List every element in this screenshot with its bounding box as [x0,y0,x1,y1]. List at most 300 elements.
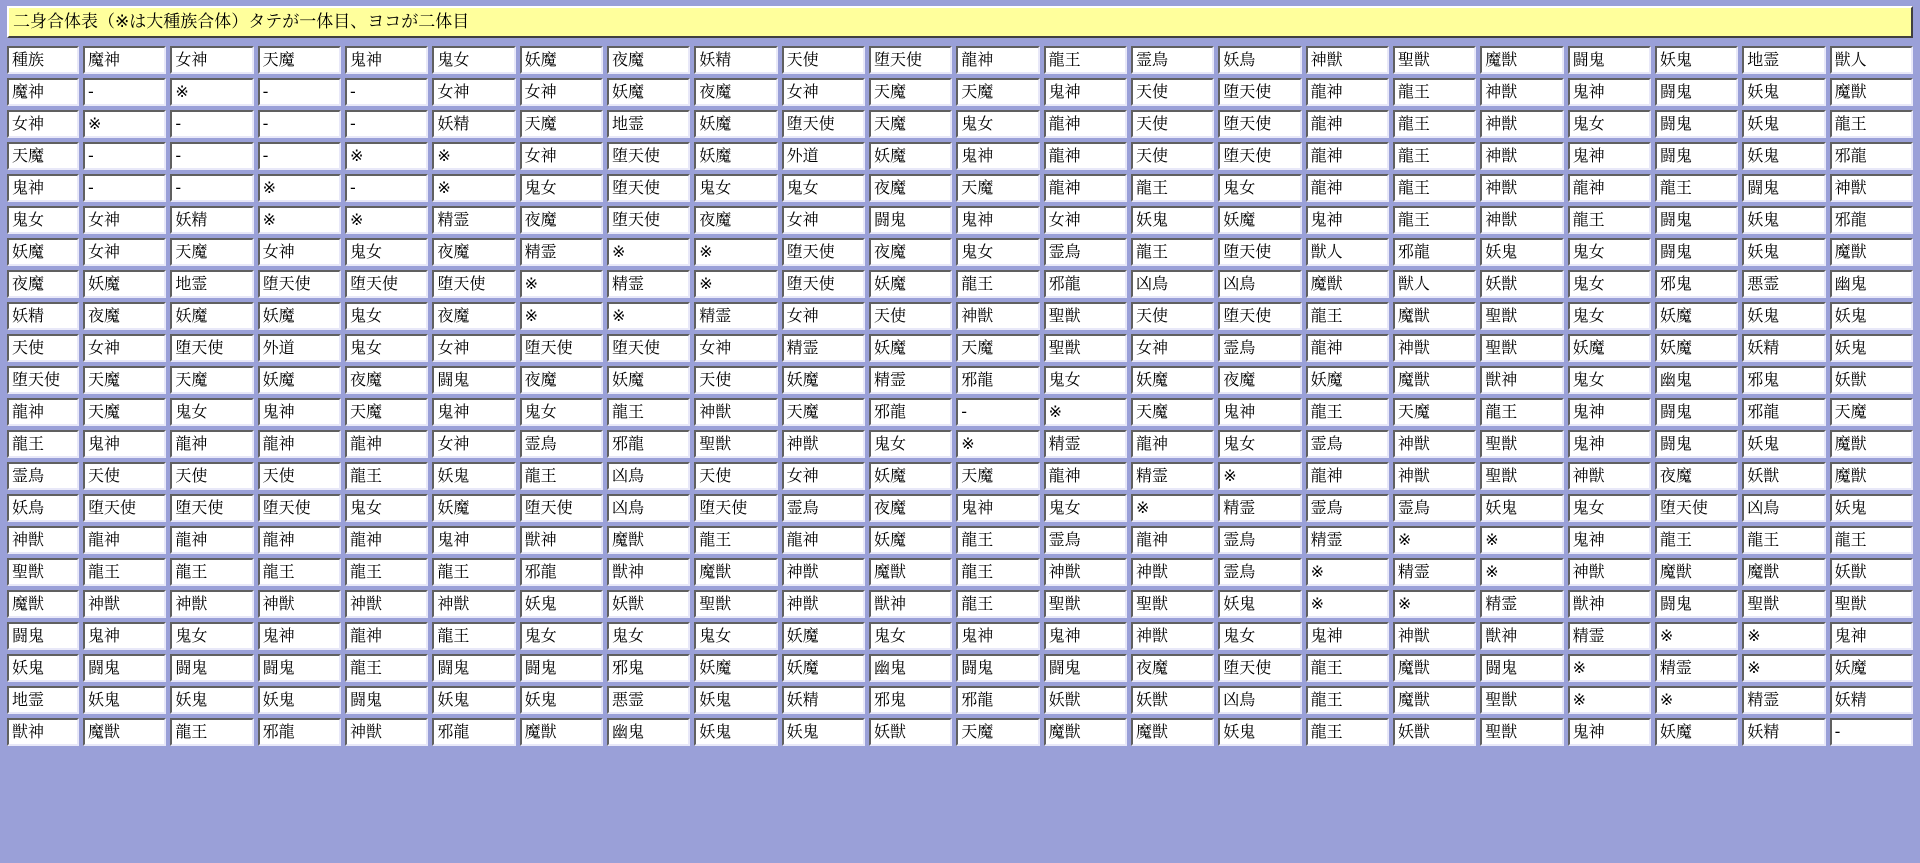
result-cell: 堕天使 [607,174,690,202]
result-cell: 妖獣 [1830,366,1913,394]
result-cell: 夜魔 [432,302,515,330]
result-cell: 精霊 [1306,526,1389,554]
result-cell: 邪龍 [520,558,603,586]
table-row [7,686,1913,714]
result-cell: - [258,78,341,106]
result-cell: 精霊 [520,238,603,266]
result-cell: 魔獣 [1830,430,1913,458]
header-row [7,46,1913,74]
column-header-cell: 堕天使 [869,46,952,74]
result-cell: 地霊 [607,110,690,138]
result-cell: 魔獣 [1393,686,1476,714]
result-cell: 堕天使 [1218,238,1301,266]
result-cell: 堕天使 [782,270,865,298]
result-cell: 龍神 [1306,142,1389,170]
result-cell: 妖獣 [1830,558,1913,586]
result-cell: 天魔 [170,366,253,394]
table-row [7,526,1913,554]
result-cell: 精霊 [1044,430,1127,458]
result-cell: 龍王 [607,398,690,426]
result-cell: 堕天使 [1218,654,1301,682]
result-cell: ※ [83,110,166,138]
result-cell: 聖獣 [1480,718,1563,746]
result-cell: 妖魔 [1830,654,1913,682]
table-row [7,398,1913,426]
column-header-cell: 鬼神 [345,46,428,74]
result-cell: ※ [607,302,690,330]
result-cell: ※ [520,270,603,298]
result-cell: 女神 [432,78,515,106]
result-cell: - [170,110,253,138]
result-cell: 鬼女 [607,622,690,650]
result-cell: 神獣 [1131,558,1214,586]
result-cell: 龍王 [1393,78,1476,106]
result-cell: 堕天使 [607,206,690,234]
result-cell: 悪霊 [607,686,690,714]
result-cell: 天使 [83,462,166,490]
result-cell: 堕天使 [258,494,341,522]
result-cell: 鬼女 [1044,494,1127,522]
result-cell: 天使 [1131,302,1214,330]
result-cell: 妖鬼 [1480,494,1563,522]
result-cell: - [83,142,166,170]
result-cell: 地霊 [170,270,253,298]
result-cell: 妖獣 [1480,270,1563,298]
result-cell: 龍王 [432,558,515,586]
result-cell: 邪鬼 [1655,270,1738,298]
result-cell: 鬼神 [1306,622,1389,650]
result-cell: 堕天使 [1218,142,1301,170]
result-cell: 妖鬼 [1742,302,1825,330]
result-cell: 精霊 [1131,462,1214,490]
result-cell: ※ [1655,622,1738,650]
result-cell: 女神 [520,78,603,106]
result-cell: 妖鬼 [694,686,777,714]
result-cell: 精霊 [1218,494,1301,522]
result-cell: 邪鬼 [869,686,952,714]
result-cell: 妖獣 [1742,462,1825,490]
result-cell: 天使 [1131,78,1214,106]
row-header-cell: 霊鳥 [7,462,79,490]
result-cell: 鬼神 [1044,78,1127,106]
result-cell: 魔獣 [1306,270,1389,298]
result-cell: 妖鬼 [1830,302,1913,330]
result-cell: 邪龍 [432,718,515,746]
result-cell: 女神 [782,206,865,234]
result-cell: ※ [1568,654,1651,682]
column-header-cell: 霊鳥 [1131,46,1214,74]
column-header-cell: 魔神 [83,46,166,74]
result-cell: 鬼女 [345,494,428,522]
result-cell: 鬼女 [1568,110,1651,138]
result-cell: 妖精 [170,206,253,234]
result-cell: 妖魔 [869,270,952,298]
result-cell: 妖魔 [782,654,865,682]
result-cell: 妖魔 [782,366,865,394]
table-row [7,590,1913,618]
result-cell: 鬼神 [1044,622,1127,650]
result-cell: 天使 [1131,110,1214,138]
result-cell: 龍王 [694,526,777,554]
result-cell: 魔獣 [1393,366,1476,394]
result-cell: 龍神 [170,430,253,458]
result-cell: 龍神 [1044,174,1127,202]
result-cell: 神獣 [782,590,865,618]
result-cell: 龍王 [520,462,603,490]
result-cell: 魔獣 [1393,302,1476,330]
result-cell: 神獣 [83,590,166,618]
table-title: 二身合体表（※は大種族合体）タテが一体目、ヨコが二体目 [7,6,1913,38]
result-cell: 龍神 [258,526,341,554]
result-cell: ※ [1480,526,1563,554]
result-cell: 霊鳥 [1218,334,1301,362]
row-header-cell: 鬼神 [7,174,79,202]
result-cell: ※ [1393,526,1476,554]
result-cell: 妖獣 [1044,686,1127,714]
result-cell: ※ [1044,398,1127,426]
result-cell: 妖魔 [1655,718,1738,746]
result-cell: 神獣 [1480,174,1563,202]
result-cell: 妖鬼 [432,686,515,714]
result-cell: 龍神 [170,526,253,554]
result-cell: 鬼神 [1568,526,1651,554]
result-cell: 妖獣 [1131,686,1214,714]
result-cell: 天使 [694,366,777,394]
result-cell: 精霊 [782,334,865,362]
result-cell: 鬼女 [869,622,952,650]
result-cell: 神獣 [345,718,428,746]
result-cell: 妖鬼 [1131,206,1214,234]
result-cell: 魔獣 [1830,462,1913,490]
result-cell: 妖鬼 [1218,718,1301,746]
result-cell: ※ [345,142,428,170]
result-cell: 妖鬼 [1742,430,1825,458]
row-header-cell: 獣神 [7,718,79,746]
result-cell: 龍王 [1480,398,1563,426]
result-cell: ※ [1568,686,1651,714]
result-cell: 幽鬼 [1830,270,1913,298]
result-cell: 凶鳥 [607,462,690,490]
result-cell: 鬼女 [694,622,777,650]
column-header-cell: 妖精 [694,46,777,74]
result-cell: 龍王 [1830,110,1913,138]
result-cell: 妖鬼 [258,686,341,714]
result-cell: 女神 [83,206,166,234]
result-cell: 龍神 [1306,78,1389,106]
result-cell: 堕天使 [83,494,166,522]
result-cell: 闘鬼 [83,654,166,682]
result-cell: 神獣 [432,590,515,618]
result-cell: 聖獣 [1131,590,1214,618]
result-cell: 妖精 [782,686,865,714]
result-cell: 天魔 [1393,398,1476,426]
result-cell: 夜魔 [1131,654,1214,682]
table-row [7,622,1913,650]
result-cell: 鬼神 [956,206,1039,234]
result-cell: 龍王 [1393,142,1476,170]
result-cell: 龍王 [1306,718,1389,746]
result-cell: 鬼神 [1306,206,1389,234]
result-cell: 凶鳥 [607,494,690,522]
result-cell: 龍神 [83,526,166,554]
result-cell: 妖鬼 [1830,494,1913,522]
result-cell: 女神 [782,462,865,490]
result-cell: ※ [1655,686,1738,714]
result-cell: 妖魔 [83,270,166,298]
table-row [7,494,1913,522]
result-cell: 鬼女 [1568,238,1651,266]
result-cell: 邪龍 [956,686,1039,714]
result-cell: 妖魔 [694,142,777,170]
result-cell: 女神 [520,142,603,170]
result-cell: 神獣 [1393,622,1476,650]
result-cell: 闘鬼 [1655,78,1738,106]
result-cell: 聖獣 [694,590,777,618]
column-header-cell: 夜魔 [607,46,690,74]
result-cell: 天使 [1131,142,1214,170]
result-cell: 魔獣 [520,718,603,746]
result-cell: 妖精 [1830,686,1913,714]
result-cell: 闘鬼 [432,366,515,394]
result-cell: 鬼女 [1044,366,1127,394]
result-cell: 妖魔 [869,334,952,362]
result-cell: 神獣 [1480,110,1563,138]
result-cell: 獣神 [607,558,690,586]
result-cell: 鬼女 [520,174,603,202]
result-cell: 天魔 [83,366,166,394]
result-cell: 聖獣 [1044,590,1127,618]
result-cell: 龍神 [1131,430,1214,458]
result-cell: 聖獣 [1480,334,1563,362]
result-cell: 妖魔 [170,302,253,330]
result-cell: 獣人 [1306,238,1389,266]
result-cell: 龍神 [1306,174,1389,202]
column-header-cell: 鬼女 [432,46,515,74]
result-cell: 堕天使 [607,334,690,362]
result-cell: 龍神 [1044,142,1127,170]
table-row [7,430,1913,458]
result-cell: 女神 [432,334,515,362]
result-cell: 龍王 [1306,686,1389,714]
result-cell: 龍神 [1568,174,1651,202]
result-cell: 魔獣 [607,526,690,554]
result-cell: 龍王 [956,270,1039,298]
result-cell: 龍王 [1131,238,1214,266]
fusion-table [3,42,1917,750]
table-row [7,174,1913,202]
result-cell: 邪龍 [1742,398,1825,426]
result-cell: 鬼神 [1830,622,1913,650]
result-cell: 鬼女 [1218,430,1301,458]
result-cell: 闘鬼 [1655,110,1738,138]
result-cell: 龍王 [1393,110,1476,138]
result-cell: 天魔 [170,238,253,266]
column-header-cell: 聖獣 [1393,46,1476,74]
result-cell: 邪龍 [1830,142,1913,170]
result-cell: 鬼女 [782,174,865,202]
column-header-cell: 天使 [782,46,865,74]
result-cell: 神獣 [1044,558,1127,586]
result-cell: 妖鬼 [1742,110,1825,138]
row-header-cell: 龍王 [7,430,79,458]
result-cell: 龍神 [345,430,428,458]
result-cell: 魔獣 [1830,238,1913,266]
result-cell: 凶鳥 [1218,270,1301,298]
result-cell: 闘鬼 [1742,174,1825,202]
result-cell: 妖鬼 [520,686,603,714]
result-cell: 妖魔 [607,366,690,394]
row-header-cell: 妖鬼 [7,654,79,682]
result-cell: 堕天使 [170,334,253,362]
result-cell: 夜魔 [869,238,952,266]
result-cell: - [258,110,341,138]
column-header-cell: 妖鬼 [1655,46,1738,74]
result-cell: ※ [1218,462,1301,490]
table-row [7,238,1913,266]
result-cell: - [345,110,428,138]
result-cell: 鬼女 [1568,302,1651,330]
result-cell: - [83,78,166,106]
result-cell: 妖魔 [432,494,515,522]
result-cell: 鬼神 [956,142,1039,170]
result-cell: 天魔 [956,462,1039,490]
result-cell: ※ [1131,494,1214,522]
result-cell: 妖魔 [869,526,952,554]
result-cell: 闘鬼 [956,654,1039,682]
result-cell: 天使 [869,302,952,330]
result-cell: 妖鬼 [694,718,777,746]
result-cell: 闘鬼 [1480,654,1563,682]
result-cell: 天魔 [1131,398,1214,426]
result-cell: 鬼神 [956,622,1039,650]
result-cell: 魔獣 [1044,718,1127,746]
result-cell: 妖魔 [1568,334,1651,362]
result-cell: 天魔 [782,398,865,426]
result-cell: 妖精 [1742,718,1825,746]
result-cell: 妖獣 [1393,718,1476,746]
column-header-cell: 女神 [170,46,253,74]
result-cell: 聖獣 [1480,430,1563,458]
result-cell: 霊鳥 [1306,494,1389,522]
result-cell: 女神 [694,334,777,362]
result-cell: 鬼神 [1218,398,1301,426]
column-header-cell: 闘鬼 [1568,46,1651,74]
result-cell: 闘鬼 [869,206,952,234]
result-cell: 龍神 [1131,526,1214,554]
result-cell: 夜魔 [432,238,515,266]
result-cell: 精霊 [1393,558,1476,586]
row-header-cell: 妖魔 [7,238,79,266]
result-cell: 幽鬼 [1655,366,1738,394]
result-cell: 精霊 [694,302,777,330]
result-cell: 妖鬼 [170,686,253,714]
result-cell: 精霊 [869,366,952,394]
result-cell: 魔獣 [1655,558,1738,586]
result-cell: 龍王 [956,558,1039,586]
result-cell: 龍王 [1306,398,1389,426]
result-cell: 魔獣 [1131,718,1214,746]
result-cell: 龍王 [258,558,341,586]
result-cell: 妖鬼 [1742,206,1825,234]
result-cell: 天魔 [83,398,166,426]
table-row [7,334,1913,362]
result-cell: 夜魔 [345,366,428,394]
result-cell: 女神 [1131,334,1214,362]
result-cell: 神獣 [1393,462,1476,490]
result-cell: 闘鬼 [520,654,603,682]
result-cell: 獣神 [1480,622,1563,650]
result-cell: 龍王 [1393,174,1476,202]
result-cell: 鬼女 [956,238,1039,266]
row-header-cell: 夜魔 [7,270,79,298]
row-header-cell: 魔獣 [7,590,79,618]
result-cell: 獣人 [1393,270,1476,298]
result-cell: - [345,78,428,106]
result-cell: ※ [432,142,515,170]
row-header-cell: 鬼女 [7,206,79,234]
result-cell: 外道 [258,334,341,362]
result-cell: 妖鬼 [1742,142,1825,170]
result-cell: 神獣 [1131,622,1214,650]
result-cell: 闘鬼 [1655,590,1738,618]
result-cell: 神獣 [1480,142,1563,170]
result-cell: 神獣 [1480,206,1563,234]
result-cell: 夜魔 [1218,366,1301,394]
result-cell: 邪龍 [258,718,341,746]
row-header-cell: 魔神 [7,78,79,106]
row-header-cell: 聖獣 [7,558,79,586]
result-cell: 夜魔 [869,174,952,202]
result-cell: - [258,142,341,170]
result-cell: 聖獣 [694,430,777,458]
result-cell: 妖魔 [1655,302,1738,330]
result-cell: 獣神 [520,526,603,554]
result-cell: 神獣 [1480,78,1563,106]
result-cell: 霊鳥 [1218,526,1301,554]
result-cell: 天魔 [869,78,952,106]
result-cell: 聖獣 [1830,590,1913,618]
result-cell: 闘鬼 [1655,238,1738,266]
result-cell: 闘鬼 [1655,430,1738,458]
result-cell: 妖鬼 [432,462,515,490]
result-cell: 妖鬼 [83,686,166,714]
row-header-cell: 天使 [7,334,79,362]
table-row [7,462,1913,490]
result-cell: 魔獣 [1830,78,1913,106]
result-cell: ※ [1742,654,1825,682]
table-row [7,302,1913,330]
result-cell: 妖魔 [1655,334,1738,362]
column-header-cell: 妖鳥 [1218,46,1301,74]
row-header-cell: 妖鳥 [7,494,79,522]
result-cell: 天魔 [956,78,1039,106]
result-cell: 鬼女 [694,174,777,202]
result-cell: ※ [694,270,777,298]
table-row [7,78,1913,106]
result-cell: 邪龍 [1044,270,1127,298]
result-cell: 龍王 [1131,174,1214,202]
result-cell: 鬼女 [520,622,603,650]
result-cell: 霊鳥 [1393,494,1476,522]
result-cell: 天魔 [520,110,603,138]
result-cell: 幽鬼 [607,718,690,746]
result-cell: 女神 [782,78,865,106]
result-cell: 鬼神 [83,430,166,458]
result-cell: 龍王 [1568,206,1651,234]
result-cell: 鬼女 [1568,366,1651,394]
column-header-cell: 獣人 [1830,46,1913,74]
result-cell: 天魔 [1830,398,1913,426]
